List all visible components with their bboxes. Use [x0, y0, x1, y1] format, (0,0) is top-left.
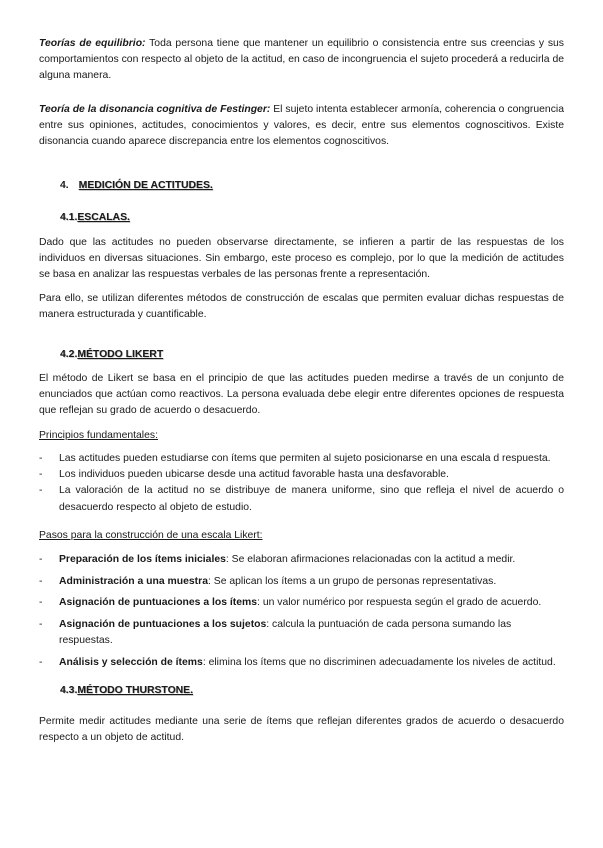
dash-marker: - — [39, 657, 43, 669]
dash-marker: - — [39, 597, 43, 609]
list-item — [39, 595, 564, 611]
escalas-paragraph-1: Dado que las actitudes no pueden observarse directamente, se infieren a partir de las respuestas de los individuos en diversas situaciones. Sin embargo, este proceso es complejo, por lo que la medición de actitudes se basa en analizar las respuestas verbales de las personas frente a representación. — [39, 237, 564, 281]
section-4-number: 4. — [60, 180, 69, 191]
escalas-paragraph-2: Para ello, se utilizan diferentes métodos de construcción de escalas que permiten evaluar dichas respuestas de manera estructurada y cuantificable. — [39, 293, 564, 321]
step-text: : elimina los ítems que no discriminen adecuadamente los niveles de actitud. — [202, 657, 556, 669]
list-item — [39, 552, 564, 568]
step-text: : Se aplican los ítems a un grupo de personas representativas. — [207, 575, 497, 587]
principles-list — [39, 451, 564, 516]
list-item — [39, 483, 564, 515]
subsection-4-2-number: 4.2. — [60, 349, 78, 360]
theory-festinger-paragraph — [39, 102, 564, 151]
dash-marker: - — [39, 469, 43, 481]
dash-marker: - — [39, 453, 43, 464]
dash-marker: - — [39, 619, 43, 631]
section-4-title: MEDICIÓN DE ACTITUDES. — [78, 180, 213, 191]
list-item — [39, 655, 564, 671]
list-item — [39, 617, 564, 649]
step-term: Análisis y selección de ítems — [59, 657, 203, 669]
theory-equilibrium-paragraph — [39, 36, 564, 85]
dash-marker: - — [39, 554, 43, 565]
step-text: : un valor numérico por respuesta según el grado de acuerdo. — [257, 597, 542, 609]
subsection-4-3-number: 4.3. — [60, 685, 78, 696]
step-term: Asignación de puntuaciones a los ítems — [59, 597, 258, 609]
steps-heading: Pasos para la construcción de una escala Likert: — [39, 530, 263, 541]
step-text: : Se elaboran afirmaciones relacionadas con la actitud a medir. — [225, 554, 516, 565]
subsection-4-1-title: ESCALAS. — [77, 212, 130, 223]
subsection-4-1-heading — [60, 210, 585, 226]
principle-text: Los individuos pueden ubicarse desde una actitud favorable hasta una desfavorable. — [59, 469, 449, 481]
likert-intro-paragraph: El método de Likert se basa en el principio de que las actitudes pueden medirse a través de un conjunto de enunciados que actúan como reactivos. La persona evaluada debe elegir entre diferentes opciones de respuesta que reflejan su grado de acuerdo o desacuerdo. — [39, 373, 564, 417]
list-item — [39, 451, 564, 467]
principles-heading: Principios fundamentales: — [39, 430, 158, 441]
theory-equilibrium-text: Toda persona tiene que mantener un equilibrio o consistencia entre sus creencias y sus comportamientos con respecto al objeto de la actitud, en caso de incongruencia el sujeto procederá a reducirla de alguna manera. — [39, 38, 564, 82]
step-text: : calcula la puntuación de cada persona sumando las respuestas. — [59, 619, 512, 647]
theory-festinger-term: Teoría de la disonancia cognitiva de Festinger: — [39, 104, 271, 115]
step-term: Administración a una muestra — [59, 575, 208, 587]
steps-list — [39, 552, 564, 677]
principle-text: Las actitudes pueden estudiarse con ítems que permiten al sujeto posicionarse en una escala d respuesta. — [59, 453, 551, 464]
dash-marker: - — [39, 575, 43, 587]
theory-festinger-text: El sujeto intenta establecer armonía, coherencia o congruencia entre sus opiniones, actitudes, conocimientos y valores, es decir, entre sus elementos cognoscitivos. Existe disonancia cuando aparece discrepancia entre los elementos cognoscitivos. — [39, 104, 564, 148]
dash-marker: - — [39, 485, 43, 497]
subsection-4-2-heading — [60, 347, 585, 363]
principle-text: La valoración de la actitud no se distribuye de manera uniforme, sino que refleja el nivel de acuerdo o desacuerdo respecto al objeto de estudio. — [59, 485, 564, 513]
list-item — [39, 574, 564, 590]
thurstone-paragraph: Permite medir actitudes mediante una serie de ítems que reflejan diferentes grados de acuerdo o desacuerdo respecto a un objeto de actitud. — [39, 716, 564, 744]
section-4-heading — [60, 178, 585, 194]
list-item — [39, 467, 564, 483]
subsection-4-1-number: 4.1. — [60, 212, 78, 223]
step-term: Asignación de puntuaciones a los sujetos — [59, 619, 267, 631]
subsection-4-3-title: MÉTODO THURSTONE. — [77, 685, 193, 696]
theory-equilibrium-term: Teorías de equilibrio: — [39, 38, 146, 49]
subsection-4-2-title: MÉTODO LIKERT — [77, 349, 164, 360]
step-term: Preparación de los ítems iniciales — [59, 554, 226, 565]
subsection-4-3-heading — [60, 683, 585, 699]
